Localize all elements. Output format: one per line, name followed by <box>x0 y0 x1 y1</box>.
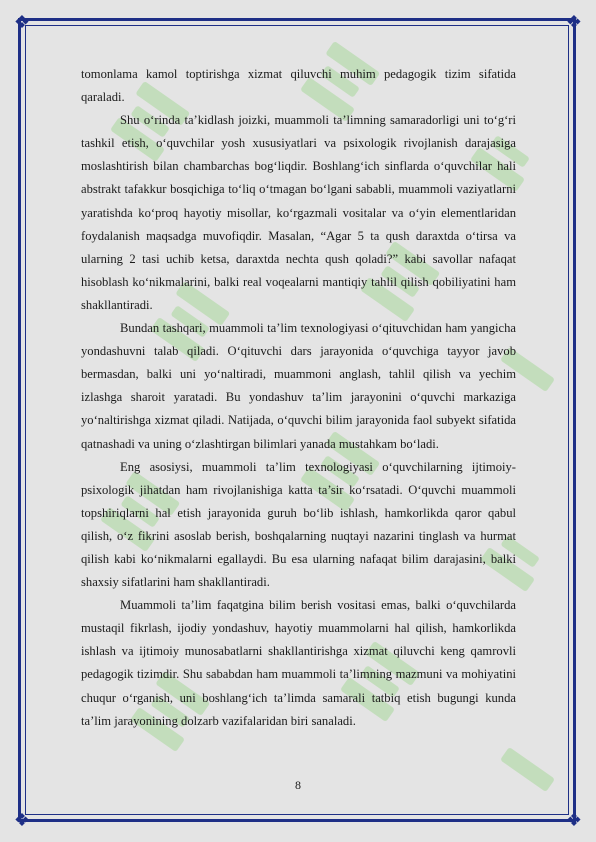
paragraph: Shu o‘rinda ta’kidlash joizki, muammoli ta’limning samaradorligi uni to‘g‘ri tashkil etish, o‘quvchilar yosh xususiyatlari va psixologik rivojlanish darajasiga moslashtirish bilan chambarchas bog‘liqdir. Boshlang‘ich sinflarda o‘quvchilar hali abstrakt tafakkur bosqichiga to‘liq o‘tmagan bo‘lgani sababli, muammoli vaziyatlarni yaratishda ko‘proq hayotiy misollar, ko‘rgazmali vositalar va o‘yin elementlaridan foydalanish maqsadga muvofiqdir. Masalan, “Agar 5 ta qush daraxtda o‘tirsa va ularning 2 tasi uchib ketsa, daraxtda nechta qush qoladi?” kabi savollar nafaqat hisoblash ko‘nikmalarini, balki real voqealarni mantiqiy tahlil qilish qobiliyatini ham shakllantiradi. <box>81 113 516 312</box>
paragraph: Eng asosiysi, muammoli ta’lim texnologiyasi o‘quvchilarning ijtimoiy-psixologik jihatdan ham rivojlanishiga katta ta’sir ko‘rsatadi. O‘quvchi muammoli topshiriqlarni hal etish jarayonida guruh bo‘lib ishlash, hamkorlikda qaror qabul qilish, o‘z fikrini asoslab berish, boshqalarning nuqtayi nazarini tinglash va hurmat qilish kabi ko‘nikmalarni egallaydi. Bu esa ularning nafaqat bilim darajasini, balki shaxsiy sifatlarini ham shakllantiradi. <box>81 459 516 590</box>
paragraph: Muammoli ta’lim faqatgina bilim berish vositasi emas, balki o‘quvchilarda mustaqil fikrlash, ijodiy yondashuv, hayotiy muammolarni hal qilish, hamkorlikda ishlash va ijtimoiy munosabatlarni shakllantirishga xizmat qiluvchi keng qamrovli pedagogik tizimdir. Shu sababdan ham muammoli ta’limning mazmuni va mohiyatini chuqur o‘rganish, uni boshlang‘ich ta’limda samarali tatbiq etish bugungi kunda ta’lim jarayonining dolzarb vazifalaridan biri sanaladi. <box>81 598 516 728</box>
body-text <box>81 63 516 733</box>
corner-ornament-icon: ❖ <box>13 810 31 830</box>
page-number: 8 <box>295 778 301 792</box>
paragraph: tomonlama kamol toptirishga xizmat qiluvchi muhim pedagogik tizim sifatida qaraladi. <box>81 67 516 105</box>
corner-ornament-icon: ❖ <box>565 810 583 830</box>
paragraph: Bundan tashqari, muammoli ta’lim texnologiyasi o‘qituvchidan ham yangicha yondashuvni talab qiladi. O‘qituvchi dars jarayonida o‘quvchiga tayyor javob bermasdan, balki uni yo‘naltiradi, muammoni anglash, tahlil qilish va yechim izlashga sharoit yaratadi. Bu yondashuv ta’lim jarayonini o‘quvchi markaziga yo‘naltirishga xizmat qiladi. Natijada, o‘quvchi bilim jarayonida faol subyekt sifatida qatnashadi va uning o‘zlashtirgan bilimlari yanada mustahkam bo‘ladi. <box>81 321 516 451</box>
corner-ornament-icon: ❖ <box>565 12 583 32</box>
corner-ornament-icon: ❖ <box>13 12 31 32</box>
